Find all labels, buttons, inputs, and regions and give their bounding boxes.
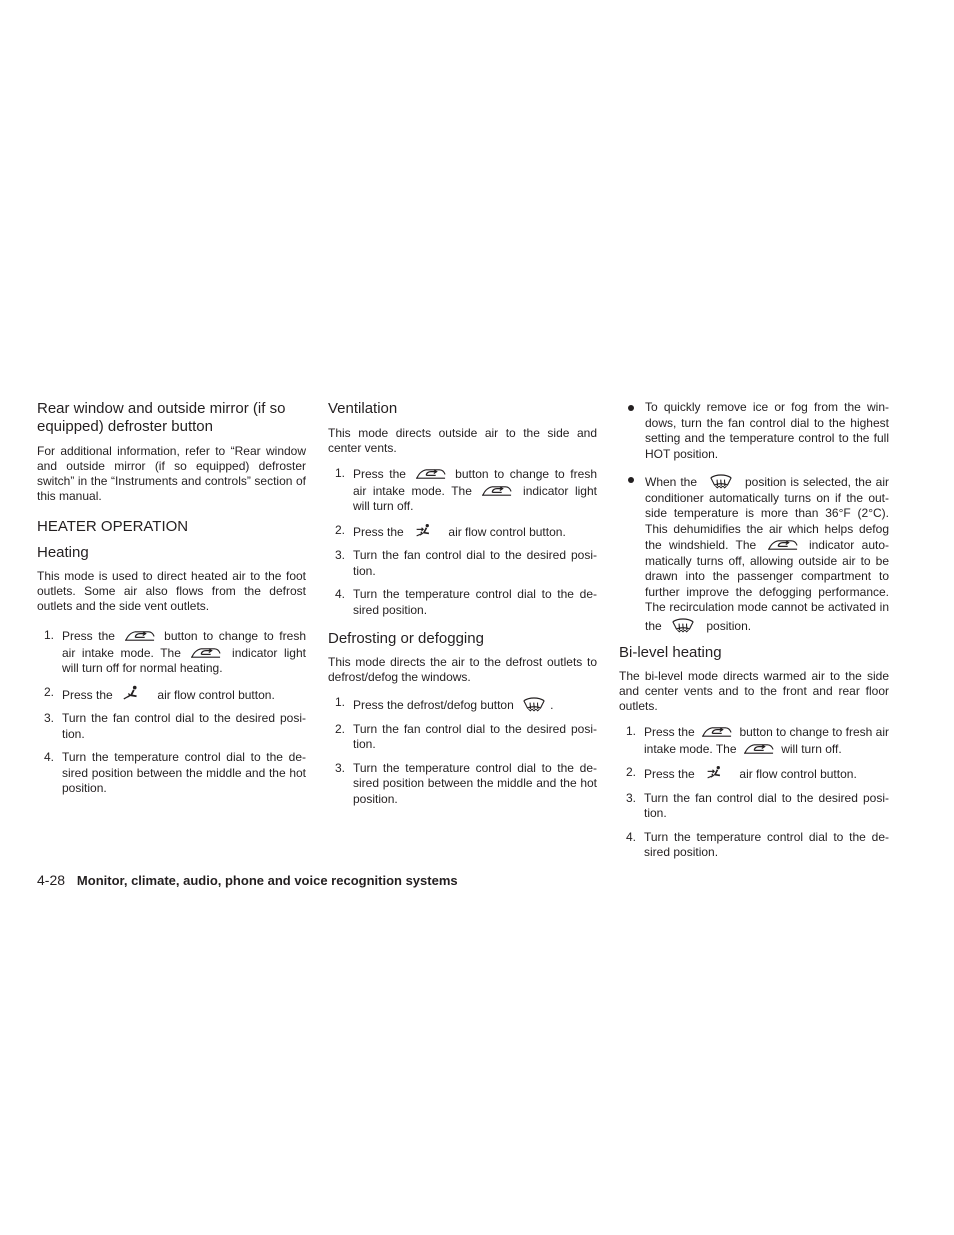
list-item: 1. Press the button to change to fresh air intake mode. The indicator light will turn off for normal heating.: [44, 628, 306, 675]
bilevel-airflow-icon: [415, 523, 433, 539]
list-item: 3. Turn the temperature control dial to the de-sired position between the middle and the hot position.: [335, 760, 597, 806]
recirculation-icon: [190, 645, 222, 660]
defrosting-steps: [328, 695, 597, 807]
chapter-title: Monitor, climate, audio, phone and voice recognition systems: [76, 873, 458, 888]
ventilation-paragraph: This mode directs outside air to the side and center vents.: [328, 426, 597, 455]
heater-operation-heading: HEATER OPERATION: [37, 518, 189, 535]
defrost-icon: [671, 616, 695, 633]
list-item: 3. Turn the fan control dial to the desired posi-tion.: [44, 711, 306, 741]
defrost-tips: [619, 400, 889, 634]
bilevel-airflow-icon: [706, 765, 724, 781]
heating-steps: [37, 628, 306, 797]
list-item: 2. Turn the fan control dial to the desired posi-tion.: [335, 721, 597, 751]
column-middle: [328, 400, 597, 819]
bullet-dot: [628, 477, 634, 483]
list-item: 2. Press the air flow control button.: [335, 522, 566, 539]
bilevel-heading: Bi-level heating: [619, 644, 722, 661]
defrosting-paragraph: This mode directs the air to the defrost outlets to defrost/defog the windows.: [328, 655, 597, 684]
recirculation-icon: [124, 628, 156, 643]
defrost-icon: [522, 695, 546, 712]
defrosting-heading: Defrosting or defogging: [328, 630, 484, 647]
list-item: 3. Turn the fan control dial to the desired posi-tion.: [626, 790, 889, 820]
recirculation-icon: [415, 466, 447, 481]
list-item: To quickly remove ice or fog from the win-dows, turn the fan control dial to the highest setting and the temperature control to the full HOT position.: [619, 400, 889, 462]
list-item: 2. Press the air flow control button.: [44, 684, 275, 702]
list-item: 4. Turn the temperature control dial to the de-sired position.: [626, 829, 889, 859]
recirculation-icon: [481, 483, 513, 498]
list-item: 1. Press the button to change to fresh air intake mode. The will turn off.: [626, 724, 889, 756]
recirculation-icon: [743, 741, 775, 756]
heating-paragraph: This mode is used to direct heated air to the foot outlets. Some air also flows from the defrost outlets and the side vent outlets.: [37, 569, 306, 613]
column-left: [37, 400, 306, 809]
column-right: [619, 400, 889, 873]
recirculation-icon: [701, 724, 733, 739]
rear-defroster-heading: Rear window and outside mirror (if so equipped) defroster button: [37, 400, 286, 435]
recirculation-icon: [767, 537, 799, 552]
heating-heading: Heating: [37, 544, 89, 561]
page-footer: [37, 871, 458, 890]
list-item: 2. Press the air flow control button.: [626, 765, 857, 781]
bilevel-steps: [619, 724, 889, 861]
bilevel-paragraph: The bi-level mode directs warmed air to the side and center vents and to the front and rear floor outlets.: [619, 669, 889, 713]
defrost-icon: [709, 472, 733, 489]
ventilation-steps: [328, 466, 597, 618]
list-item: 1. Press the button to change to fresh air intake mode. The indicator light will turn off.: [335, 466, 597, 513]
foot-airflow-icon: [122, 685, 142, 702]
rear-defroster-paragraph: For additional information, refer to “Rear window and outside mirror (if so equipped) defroster switch” in the “Instruments and controls” section of this manual.: [37, 444, 306, 503]
ventilation-heading: Ventilation: [328, 400, 398, 417]
list-item: 4. Turn the temperature control dial to the de-sired position between the middle and the hot position.: [44, 750, 306, 795]
list-item: When the position is selected, the air conditioner automatically turns on if the out-side temperature is more than 36°F (2°C). This dehumidifies the air which helps defog the windshield. The indicator auto-matically turns off, allowing outside air to be drawn into the passenger compartment to further improve the defogging performance. The recirculation mode cannot be activated in the position.: [619, 472, 889, 634]
page-number: 4-28: [37, 872, 66, 888]
list-item: 4. Turn the temperature control dial to the de-sired position.: [335, 587, 597, 617]
list-item: 3. Turn the fan control dial to the desired posi-tion.: [335, 548, 597, 578]
list-item: 1. Press the defrost/defog button .: [335, 695, 554, 712]
bullet-dot: [628, 405, 634, 411]
